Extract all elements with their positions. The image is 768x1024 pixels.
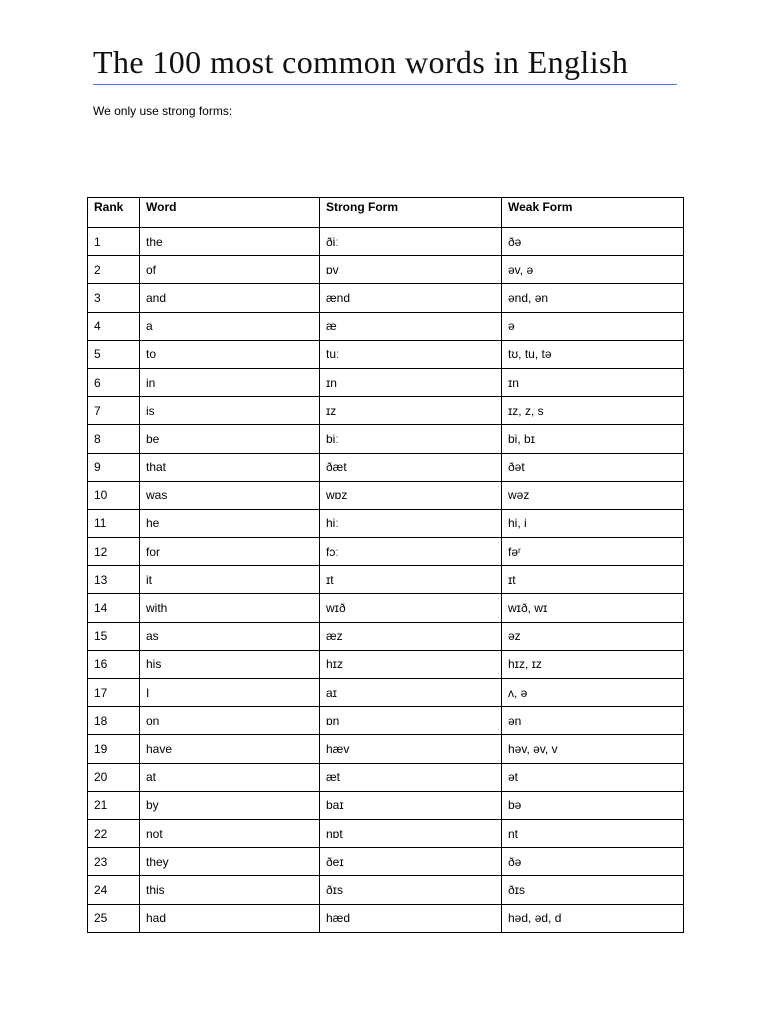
word-cell: for: [140, 538, 320, 566]
weak-form-cell: əz: [502, 622, 684, 650]
strong-form-cell: hɪz: [320, 650, 502, 678]
table-row: [88, 622, 684, 650]
rank-cell: 7: [88, 397, 140, 425]
strong-form-cell: ɒv: [320, 256, 502, 284]
strong-form-cell: hæd: [320, 904, 502, 932]
strong-form-cell: tuː: [320, 340, 502, 368]
table-row: [88, 397, 684, 425]
strong-form-cell: biː: [320, 425, 502, 453]
table-row: [88, 791, 684, 819]
weak-form-cell: ə: [502, 312, 684, 340]
weak-form-cell: ɪn: [502, 368, 684, 396]
weak-form-cell: bi, bɪ: [502, 425, 684, 453]
weak-form-cell: fəʳ: [502, 538, 684, 566]
rank-cell: 16: [88, 650, 140, 678]
table-row: [88, 707, 684, 735]
table-row: [88, 312, 684, 340]
strong-form-cell: ðæt: [320, 453, 502, 481]
weak-form-cell: ɪz, z, s: [502, 397, 684, 425]
strong-form-cell: æz: [320, 622, 502, 650]
strong-form-cell: hiː: [320, 509, 502, 537]
strong-form-cell: ænd: [320, 284, 502, 312]
rank-cell: 24: [88, 876, 140, 904]
weak-form-cell: ənd, ən: [502, 284, 684, 312]
strong-form-cell: aɪ: [320, 679, 502, 707]
strong-form-cell: ɪn: [320, 368, 502, 396]
table-row: [88, 763, 684, 791]
strong-form-cell: æ: [320, 312, 502, 340]
weak-form-cell: tʊ, tu, tə: [502, 340, 684, 368]
table-row: [88, 425, 684, 453]
strong-form-cell: ɪt: [320, 566, 502, 594]
strong-form-column-header: Strong Form: [320, 198, 502, 228]
rank-cell: 25: [88, 904, 140, 932]
table-row: [88, 256, 684, 284]
weak-form-cell: ɪt: [502, 566, 684, 594]
word-cell: at: [140, 763, 320, 791]
title-underline-rule: [93, 84, 677, 85]
weak-form-cell: ən: [502, 707, 684, 735]
rank-cell: 4: [88, 312, 140, 340]
word-cell: I: [140, 679, 320, 707]
weak-form-cell: nt: [502, 819, 684, 847]
common-words-table: [87, 197, 684, 933]
table-row: [88, 481, 684, 509]
rank-cell: 20: [88, 763, 140, 791]
strong-form-cell: wɪð: [320, 594, 502, 622]
table-row: [88, 538, 684, 566]
word-cell: his: [140, 650, 320, 678]
strong-form-cell: hæv: [320, 735, 502, 763]
word-cell: by: [140, 791, 320, 819]
word-cell: they: [140, 848, 320, 876]
word-cell: the: [140, 228, 320, 256]
table-row: [88, 453, 684, 481]
rank-cell: 9: [88, 453, 140, 481]
weak-form-cell: bə: [502, 791, 684, 819]
strong-form-cell: ðɪs: [320, 876, 502, 904]
weak-form-cell: ðə: [502, 848, 684, 876]
rank-cell: 21: [88, 791, 140, 819]
word-cell: be: [140, 425, 320, 453]
table-row: [88, 566, 684, 594]
table-row: [88, 368, 684, 396]
page-title: The 100 most common words in English: [93, 44, 629, 80]
strong-form-cell: nɒt: [320, 819, 502, 847]
word-cell: to: [140, 340, 320, 368]
table-row: [88, 735, 684, 763]
table-row: [88, 650, 684, 678]
word-cell: that: [140, 453, 320, 481]
rank-cell: 10: [88, 481, 140, 509]
rank-cell: 8: [88, 425, 140, 453]
strong-form-cell: ɪz: [320, 397, 502, 425]
word-cell: with: [140, 594, 320, 622]
table-row: [88, 679, 684, 707]
rank-cell: 15: [88, 622, 140, 650]
word-cell: he: [140, 509, 320, 537]
rank-cell: 17: [88, 679, 140, 707]
word-column-header: Word: [140, 198, 320, 228]
table-row: [88, 228, 684, 256]
rank-cell: 11: [88, 509, 140, 537]
strong-form-cell: ðeɪ: [320, 848, 502, 876]
rank-cell: 22: [88, 819, 140, 847]
rank-cell: 14: [88, 594, 140, 622]
table-row: [88, 509, 684, 537]
rank-cell: 1: [88, 228, 140, 256]
strong-form-cell: wɒz: [320, 481, 502, 509]
rank-cell: 2: [88, 256, 140, 284]
weak-form-column-header: Weak Form: [502, 198, 684, 228]
word-cell: as: [140, 622, 320, 650]
table-row: [88, 284, 684, 312]
rank-column-header: Rank: [88, 198, 140, 228]
table-row: [88, 594, 684, 622]
weak-form-cell: wəz: [502, 481, 684, 509]
weak-form-cell: ðə: [502, 228, 684, 256]
weak-form-cell: ðɪs: [502, 876, 684, 904]
word-cell: is: [140, 397, 320, 425]
rank-cell: 18: [88, 707, 140, 735]
strong-form-cell: baɪ: [320, 791, 502, 819]
rank-cell: 23: [88, 848, 140, 876]
rank-cell: 19: [88, 735, 140, 763]
weak-form-cell: ðət: [502, 453, 684, 481]
weak-form-cell: ʌ, ə: [502, 679, 684, 707]
table-row: [88, 876, 684, 904]
word-cell: not: [140, 819, 320, 847]
table-body: [88, 228, 684, 933]
weak-form-cell: həv, əv, v: [502, 735, 684, 763]
word-cell: it: [140, 566, 320, 594]
word-cell: and: [140, 284, 320, 312]
rank-cell: 13: [88, 566, 140, 594]
table-row: [88, 848, 684, 876]
rank-cell: 12: [88, 538, 140, 566]
strong-form-cell: æt: [320, 763, 502, 791]
weak-form-cell: wɪð, wɪ: [502, 594, 684, 622]
word-cell: a: [140, 312, 320, 340]
strong-form-cell: ðiː: [320, 228, 502, 256]
word-cell: was: [140, 481, 320, 509]
word-cell: have: [140, 735, 320, 763]
table-row: [88, 340, 684, 368]
intro-text: We only use strong forms:: [93, 104, 233, 118]
weak-form-cell: ət: [502, 763, 684, 791]
word-cell: in: [140, 368, 320, 396]
rank-cell: 6: [88, 368, 140, 396]
table-row: [88, 904, 684, 932]
rank-cell: 5: [88, 340, 140, 368]
table-header-row: [88, 198, 684, 228]
strong-form-cell: fɔː: [320, 538, 502, 566]
weak-form-cell: həd, əd, d: [502, 904, 684, 932]
word-cell: had: [140, 904, 320, 932]
word-cell: this: [140, 876, 320, 904]
weak-form-cell: əv, ə: [502, 256, 684, 284]
weak-form-cell: hɪz, ɪz: [502, 650, 684, 678]
word-cell: of: [140, 256, 320, 284]
strong-form-cell: ɒn: [320, 707, 502, 735]
weak-form-cell: hi, i: [502, 509, 684, 537]
rank-cell: 3: [88, 284, 140, 312]
word-cell: on: [140, 707, 320, 735]
table-row: [88, 819, 684, 847]
